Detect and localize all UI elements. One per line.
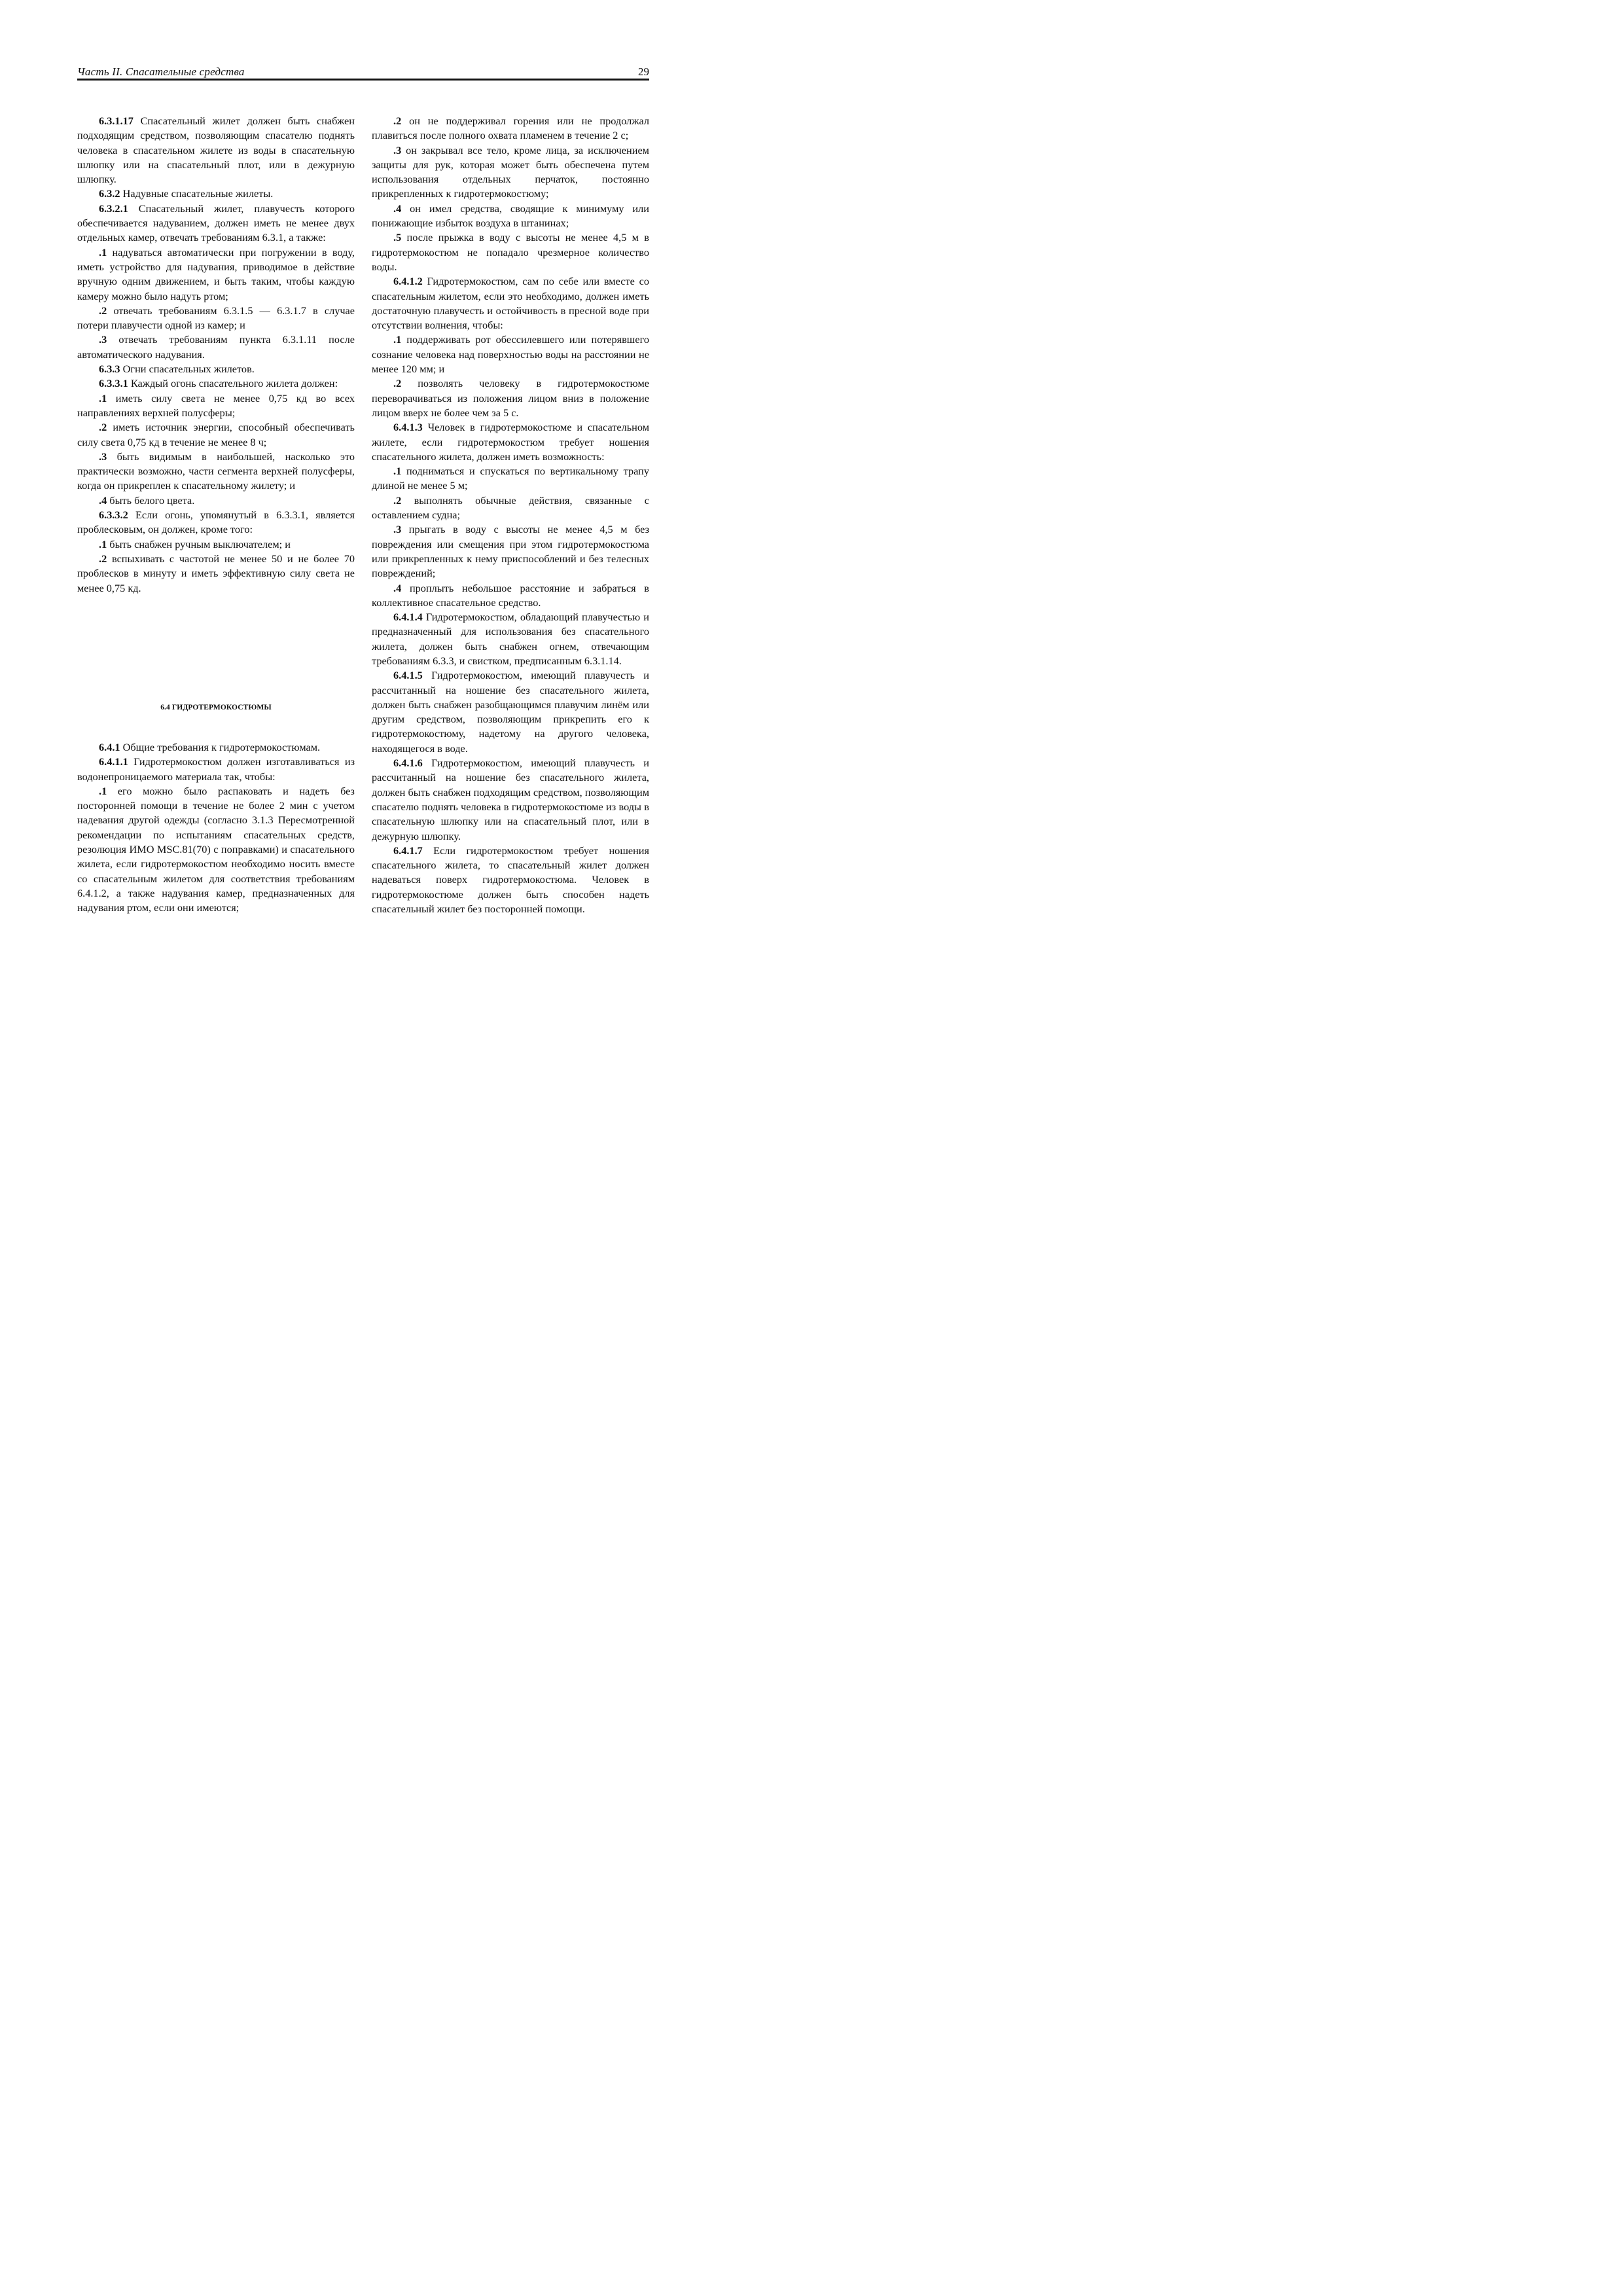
list-item: .2 отвечать требованиям 6.3.1.5 — 6.3.1.7 в случае потери плавучести одной из камер; и (77, 304, 355, 332)
left-column-bottom (77, 740, 355, 916)
paragraph: 6.4.1.6 Гидротермокостюм, имеющий плавучесть и рассчитанный на ношение без спасательного жилета, должен быть снабжен подходящим средством, позволяющим спасателю поднять человека в гидротермокостюме из воды в спасательную шлюпку или на спасательный плот, или в дежурную шлюпку. (372, 757, 649, 842)
subsection-heading: 6.3.2 Надувные спасательные жилеты. (99, 187, 274, 200)
document-page (0, 0, 724, 1025)
page-number: 29 (638, 65, 649, 78)
header-rule (77, 79, 649, 81)
right-column (372, 114, 649, 916)
paragraph: 6.4.1.7 Если гидротермокостюм требует ношения спасательного жилета, то спасательный жилет должен надеваться поверх гидротермокостюма. Человек в гидротермокостюме должен быть способен надеть спасательный жилет без посторонней помощи. (372, 844, 649, 916)
list-item: .3 быть видимым в наибольшей, насколько это практически возможно, части сегмента верхней полусферы, когда он прикреплен к спасательному жилету; и (77, 450, 355, 492)
list-item: .4 проплыть небольшое расстояние и забраться в коллективное спасательное средство. (372, 581, 649, 609)
paragraph: 6.4.1.1 Гидротермокостюм должен изготавливаться из водонепроницаемого материала так, чтобы: (77, 755, 355, 783)
list-item: .4 он имел средства, сводящие к минимуму или понижающие избыток воздуха в штанинах; (372, 202, 649, 230)
list-item: .1 быть снабжен ручным выключателем; и (99, 537, 291, 550)
subsection-heading: 6.3.3 Огни спасательных жилетов. (99, 363, 255, 376)
paragraph: 6.4.1.3 Человек в гидротермокостюме и спасательном жилете, если гидротермокостюм требует ношения спасательного жилета, должен иметь возможность: (372, 421, 649, 463)
paragraph: 6.3.3.2 Если огонь, упомянутый в 6.3.3.1, является проблесковым, он должен, кроме того: (77, 509, 355, 536)
left-column-top (77, 114, 355, 596)
paragraph: 6.4.1.4 Гидротермокостюм, обладающий плавучестью и предназначенный для использования без спасательного жилета, должен быть снабжен огнем, отвечающим требованиям 6.3.3, и свистком, предписанным 6.3.1.14. (372, 611, 649, 667)
list-item: .1 иметь силу света не менее 0,75 кд во всех направлениях верхней полусферы; (77, 391, 355, 419)
list-item: .1 подниматься и спускаться по вертикальному трапу длиной не менее 5 м; (372, 465, 649, 492)
list-item: .1 надуваться автоматически при погружении в воду, иметь устройство для надувания, приводимое в действие вручную одним движением, и быть таким, чтобы каждую камеру можно было надуть ртом; (77, 245, 355, 302)
paragraph: 6.3.2.1 Спасательный жилет, плавучесть которого обеспечивается надуванием, должен иметь не менее двух отдельных камер, отвечать требованиям 6.3.1, а также: (77, 202, 355, 244)
section-title: 6.4 ГИДРОТЕРМОКОСТЮМЫ (160, 704, 272, 711)
list-item: .2 вспыхивать с частотой не менее 50 и не более 70 проблесков в минуту и иметь эффективную силу света не менее 0,75 кд. (77, 552, 355, 594)
list-item: .4 быть белого цвета. (99, 493, 195, 507)
paragraph: 6.4.1.5 Гидротермокостюм, имеющий плавучесть и рассчитанный на ношение без спасательного жилета, должен быть снабжен разобщающимся плавучим линём или другим средством, позволяющим прикрепить его к гидротермокостюму, надетому на другого человека, находящегося в воде. (372, 669, 649, 755)
list-item: .1 его можно было распаковать и надеть без посторонней помощи в течение не более 2 мин с учетом надевания другой одежды (согласно 3.1.3 Пересмотренной рекомендации по испытаниям спасательных средств, резолюция ИМО MSC.81(70) с поправками) и спасательного жилета, если гидротермокостюм необходимо носить вместе со спасательным жилетом для соответствия требованиям 6.4.1.2, а также надувания камер, предназначенных для надувания ртом, если они имеются; (77, 784, 355, 914)
subsection-heading: 6.4.1 Общие требования к гидротермокостюмам. (99, 741, 321, 753)
paragraph: 6.3.3.1 Каждый огонь спасательного жилета должен: (99, 377, 338, 390)
list-item: .2 позволять человеку в гидротермокостюме переворачиваться из положения лицом вниз в положение лицом вверх не более чем за 5 с. (372, 377, 649, 419)
list-item: .3 прыгать в воду с высоты не менее 4,5 м без повреждения или смещения при этом гидротермокостюма или прикрепленных к нему приспособлений и без телесных повреждений; (372, 523, 649, 580)
list-item: .3 отвечать требованиям пункта 6.3.1.11 после автоматического надувания. (77, 333, 355, 361)
list-item: .2 он не поддерживал горения или не продолжал плавиться после полного охвата пламенем в течение 2 с; (372, 115, 649, 142)
list-item: .2 выполнять обычные действия, связанные с оставлением судна; (372, 493, 649, 522)
list-item: .1 поддерживать рот обессилевшего или потерявшего сознание человека над поверхностью воды на расстоянии не менее 120 мм; и (372, 333, 649, 376)
paragraph: 6.3.1.17 Спасательный жилет должен быть снабжен подходящим средством, позволяющим спасателю поднять человека в спасательном жилете из воды в спасательную шлюпку или на спасательный плот, или в дежурную шлюпку. (77, 115, 355, 186)
header-title: Часть II. Спасательные средства (77, 65, 245, 78)
list-item: .5 после прыжка в воду с высоты не менее 4,5 м в гидротермокостюм не попадало чрезмерное количество воды. (372, 231, 649, 273)
list-item: .3 он закрывал все тело, кроме лица, за исключением защиты для рук, которая может быть обеспечена путем использования отдельных перчаток, постоянно прикрепленных к гидротермокостюму; (372, 143, 649, 200)
paragraph: 6.4.1.2 Гидротермокостюм, сам по себе или вместе со спасательным жилетом, если это необходимо, должен иметь достаточную плавучесть и остойчивость в пресной воде при отсутствии волнения, чтобы: (372, 275, 649, 332)
list-item: .2 иметь источник энергии, способный обеспечивать силу света 0,75 кд в течение не менее 8 ч; (77, 421, 355, 448)
